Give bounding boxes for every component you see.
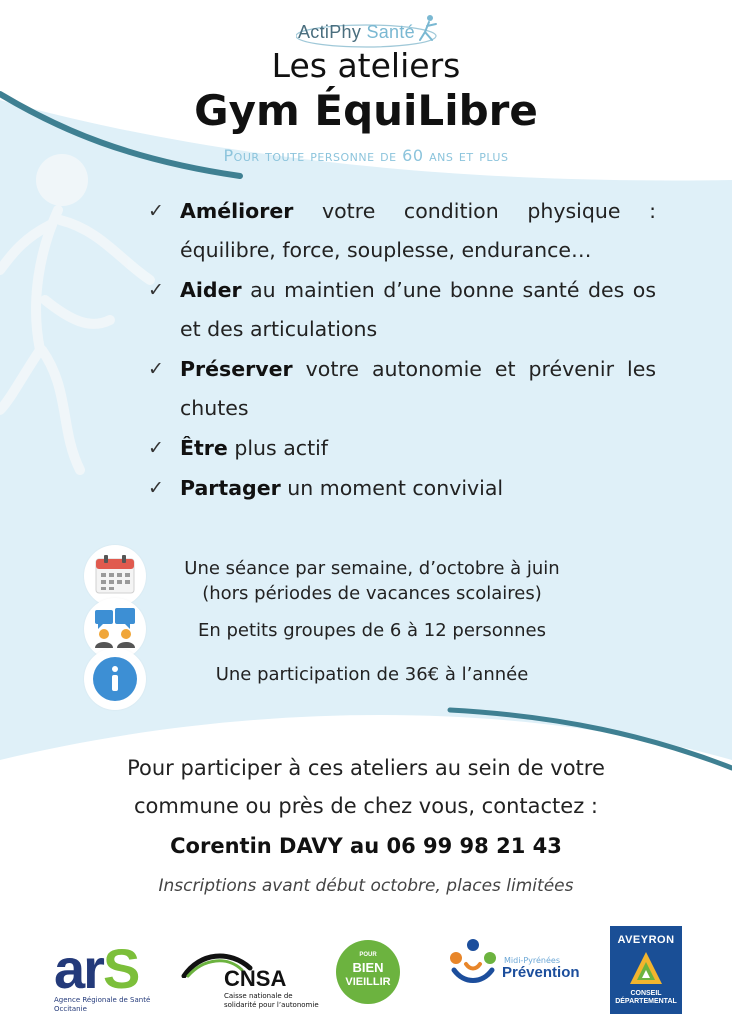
aveyron-subtitle bbox=[610, 990, 682, 1006]
ars-subtitle bbox=[54, 996, 150, 1014]
check-icon: ✓ bbox=[148, 279, 164, 301]
benefit-item bbox=[148, 350, 656, 428]
ars-sub-1: Agence Régionale de Santé bbox=[54, 996, 151, 1004]
registration-note: Inscriptions avant début octobre, places limitées bbox=[158, 876, 574, 896]
price-text: Une participation de 36€ à l’année bbox=[215, 664, 529, 685]
benefit-keyword: Être bbox=[180, 436, 228, 460]
ars-wordmark bbox=[54, 936, 138, 1001]
benefits-list bbox=[148, 192, 656, 509]
benefit-keyword: Améliorer bbox=[180, 199, 294, 223]
ars-logo bbox=[54, 937, 164, 1013]
ars-sub-2: Occitanie bbox=[54, 1005, 87, 1013]
pbv-pour: POUR bbox=[359, 952, 377, 958]
benefit-text: votre autonomie et prévenir les chutes bbox=[180, 357, 656, 420]
ars-letters: ar bbox=[54, 937, 103, 1000]
benefit-keyword: Partager bbox=[180, 476, 281, 500]
benefit-item bbox=[148, 271, 656, 349]
cnsa-sub-1: Caisse nationale de bbox=[224, 992, 293, 1000]
pbv-vieillir: VIEILLIR bbox=[345, 976, 391, 988]
schedule-line-1: Une séance par semaine, d’octobre à juin bbox=[184, 558, 560, 579]
contact-line-1: Pour participer à ces ateliers au sein de votre bbox=[127, 756, 605, 780]
check-icon: ✓ bbox=[148, 477, 164, 499]
subtitle: Pour toute personne de 60 ans et plus bbox=[223, 146, 509, 165]
contact-phone: Corentin DAVY au 06 99 98 21 43 bbox=[170, 834, 562, 858]
aveyron-sub-1: CONSEIL bbox=[630, 990, 662, 997]
cnsa-subtitle bbox=[224, 992, 319, 1010]
cnsa-wordmark: CNSA bbox=[224, 966, 287, 991]
benefit-text: votre condition physique : équilibre, force, souplesse, endurance… bbox=[180, 199, 656, 262]
mip-prevention: Prévention bbox=[502, 964, 580, 981]
midi-pyrenees-prevention-logo bbox=[446, 936, 596, 996]
check-icon: ✓ bbox=[148, 437, 164, 459]
logo-part-actiphy: ActiPhy bbox=[298, 22, 362, 42]
info-icon bbox=[84, 648, 146, 710]
cnsa-sub-2: solidarité pour l’autonomie bbox=[224, 1001, 319, 1009]
title-line-1: Les ateliers bbox=[271, 46, 461, 85]
benefit-item bbox=[148, 469, 656, 508]
cnsa-logo bbox=[180, 944, 320, 1012]
check-icon: ✓ bbox=[148, 358, 164, 380]
benefit-text: un moment convivial bbox=[280, 476, 504, 500]
aveyron-title: AVEYRON bbox=[617, 934, 675, 946]
check-icon: ✓ bbox=[148, 200, 164, 222]
benefit-text: au maintien d’une bonne santé des os et des articulations bbox=[180, 278, 656, 341]
title-line-2: Gym ÉquiLibre bbox=[194, 86, 538, 135]
pbv-bien: BIEN bbox=[352, 960, 384, 975]
aveyron-sub-2: DÉPARTEMENTAL bbox=[615, 998, 677, 1005]
mip-region: Midi-Pyrénées bbox=[504, 956, 560, 965]
schedule-line-2: (hors périodes de vacances scolaires) bbox=[202, 583, 542, 604]
ars-s-letter: S bbox=[102, 937, 139, 1000]
benefit-keyword: Aider bbox=[180, 278, 242, 302]
benefit-item bbox=[148, 192, 656, 270]
aveyron-logo bbox=[610, 926, 682, 1014]
benefit-item bbox=[148, 429, 656, 468]
groups-text: En petits groupes de 6 à 12 personnes bbox=[197, 620, 546, 641]
actiphy-logo bbox=[298, 8, 448, 46]
logo-part-sante: Santé bbox=[366, 22, 415, 42]
pour-bien-vieillir-logo bbox=[336, 940, 400, 1004]
benefit-keyword: Préserver bbox=[180, 357, 293, 381]
benefit-text: plus actif bbox=[227, 436, 329, 460]
contact-line-2: commune ou près de chez vous, contactez : bbox=[134, 794, 598, 818]
logo-wordmark bbox=[298, 22, 415, 43]
